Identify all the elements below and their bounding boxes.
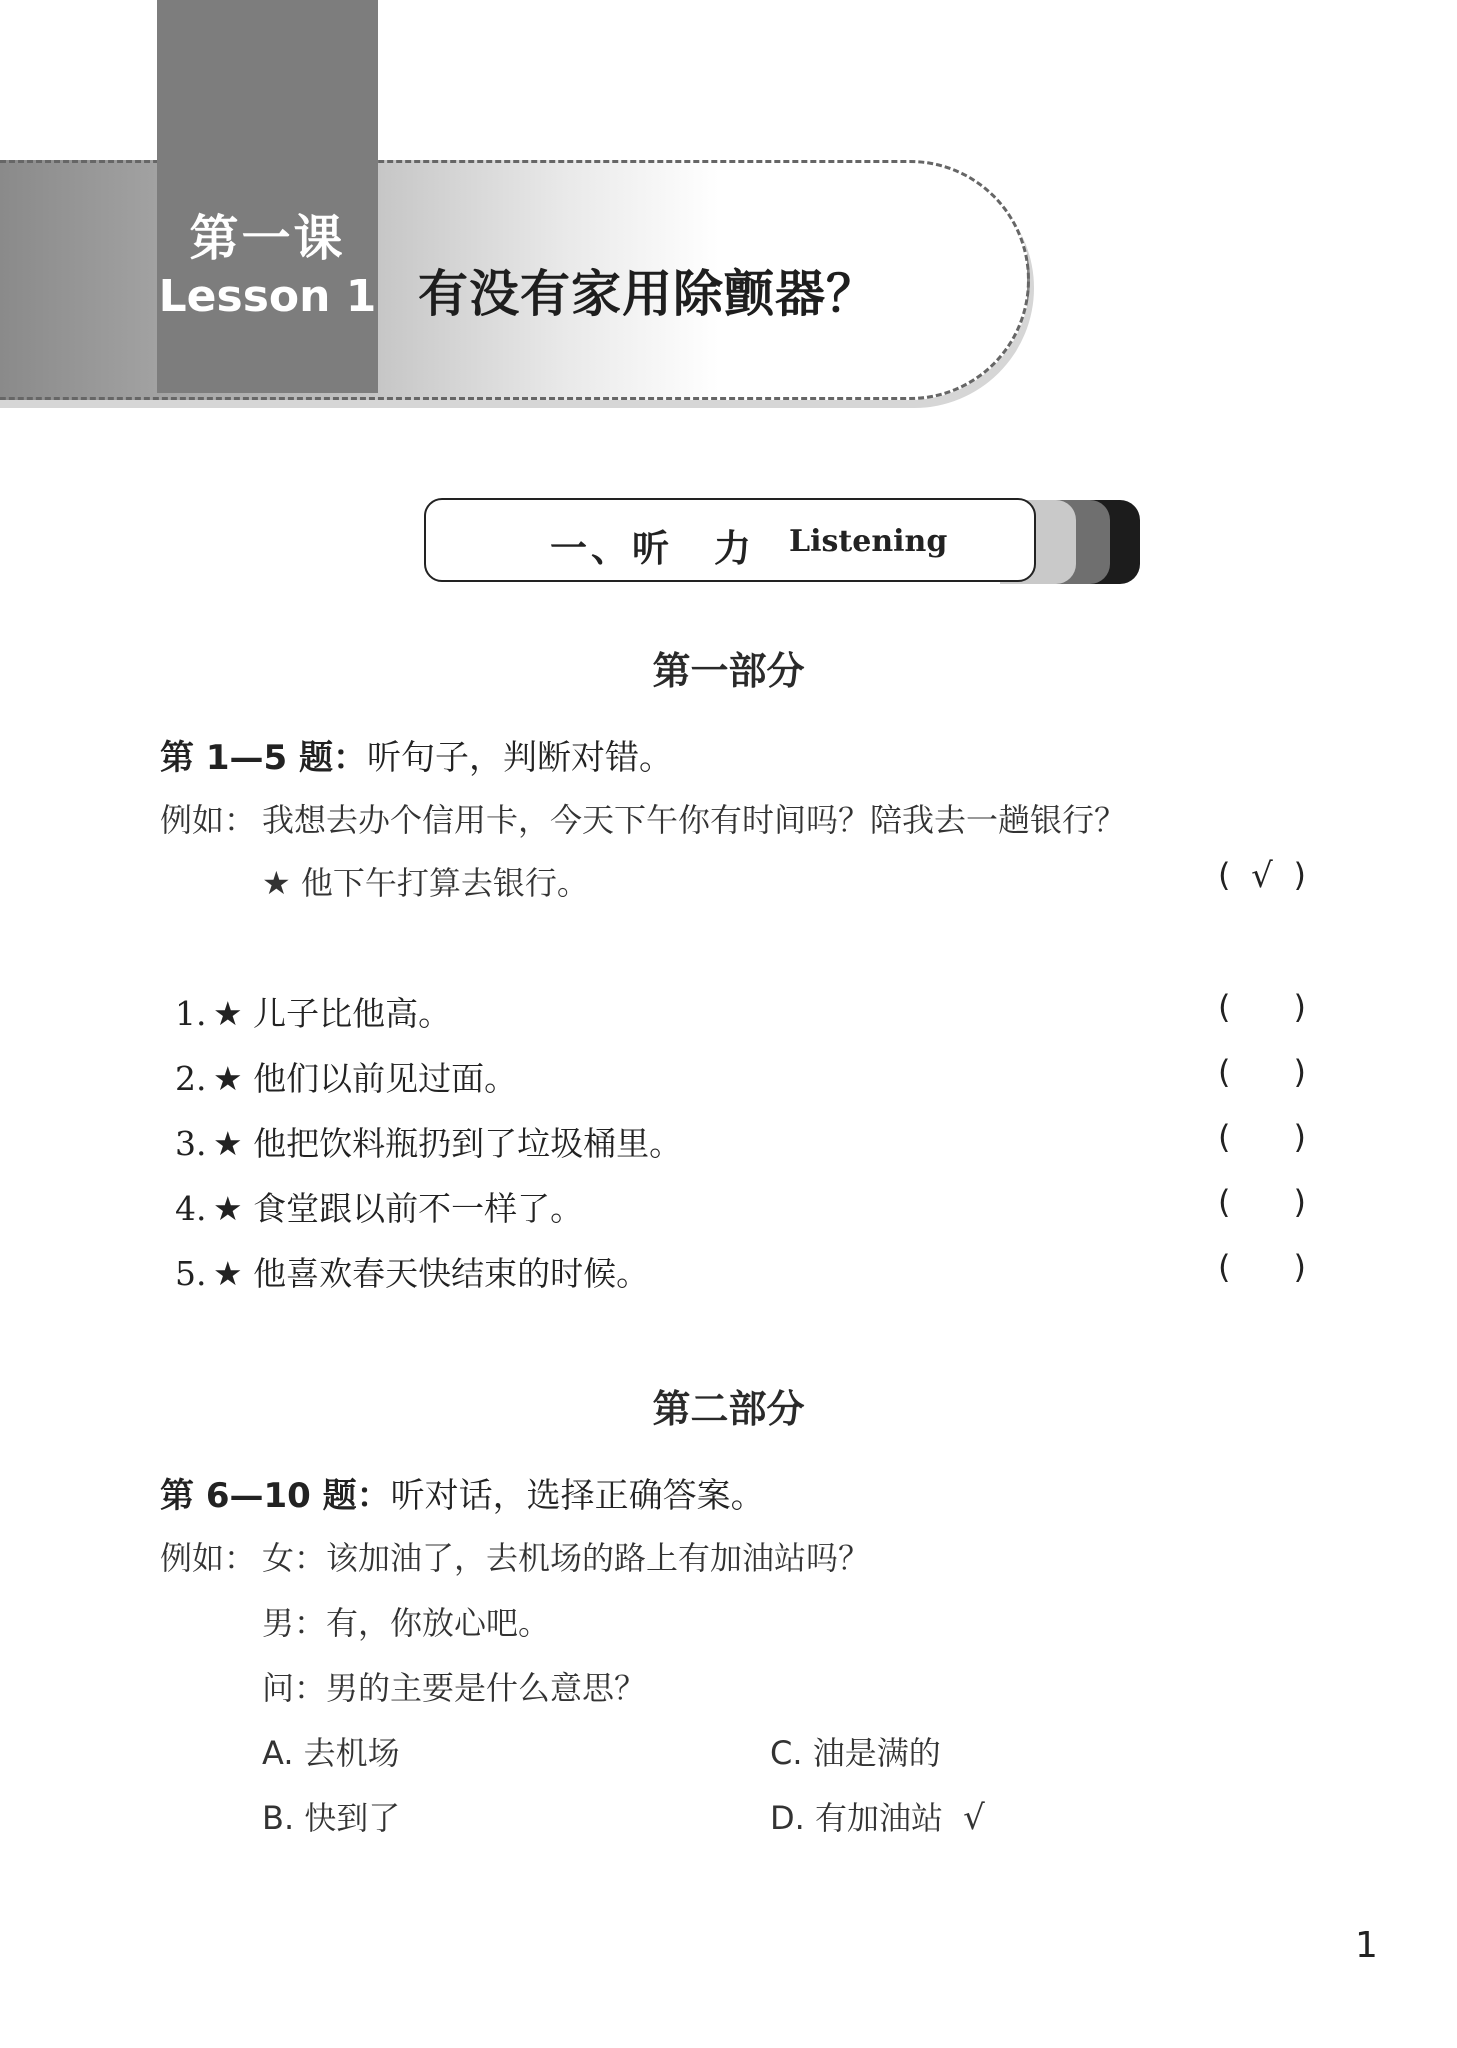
paren-open: (: [1218, 1053, 1231, 1091]
paren-close: ): [1293, 1053, 1306, 1091]
paren-close: ): [1293, 1248, 1306, 1286]
part2-man-line: 男：有，你放心吧。: [262, 1604, 551, 1642]
question-row: [175, 988, 451, 1035]
part1-instruction: [160, 730, 673, 779]
paren-close: ): [1293, 988, 1306, 1026]
option-a: A. 去机场: [262, 1734, 400, 1772]
section-label-en: Listening: [789, 524, 948, 559]
part2-example-label: 例如：: [160, 1539, 257, 1577]
lesson-title: 有没有家用除颤器？: [418, 265, 877, 323]
paren-open: (: [1218, 856, 1231, 894]
check-mark-icon: √: [1251, 856, 1273, 896]
question-number: 3.: [175, 1124, 207, 1163]
question-text: ★ 他喜欢春天快结束的时候。: [213, 1254, 650, 1293]
part2-instruction: [160, 1468, 765, 1517]
answer-blank[interactable]: [1218, 1053, 1306, 1091]
lesson-label-block: [157, 0, 378, 393]
part2-woman-line: 女：该加油了，去机场的路上有加油站吗？: [262, 1539, 871, 1577]
lesson-label-cn: 第一课: [189, 210, 346, 267]
question-row: [175, 1118, 682, 1165]
lesson-label-en: Lesson 1: [158, 271, 377, 322]
answer-blank[interactable]: [1218, 988, 1306, 1026]
part2-instruction-range: 第 6—10 题：: [160, 1476, 391, 1516]
part2-instruction-text: 听对话，选择正确答案。: [390, 1476, 765, 1516]
option-d: [770, 1793, 985, 1839]
section-label-cn: 一、听 力: [550, 527, 755, 570]
part2-question-line: 问：男的主要是什么意思？: [262, 1669, 647, 1707]
answer-blank[interactable]: [1218, 1248, 1306, 1286]
part1-example-answer-box: [1218, 856, 1306, 896]
paren-open: (: [1218, 1183, 1231, 1221]
question-number: 5.: [175, 1254, 207, 1293]
part2-heading: 第二部分: [652, 1387, 805, 1431]
part1-instruction-text: 听句子，判断对错。: [367, 738, 673, 778]
question-number: 2.: [175, 1059, 207, 1098]
option-d-text: D. 有加油站: [770, 1799, 943, 1837]
part1-instruction-range: 第 1—5 题：: [160, 738, 367, 778]
paren-close: ): [1293, 1118, 1306, 1156]
question-number: 4.: [175, 1189, 207, 1228]
question-row: [175, 1248, 649, 1295]
question-row: [175, 1053, 517, 1100]
question-text: ★ 食堂跟以前不一样了。: [213, 1189, 584, 1228]
part1-example-sentence: 我想去办个信用卡，今天下午你有时间吗？陪我去一趟银行？: [262, 801, 1127, 839]
option-b: B. 快到了: [262, 1799, 401, 1837]
part1-example-statement: ★ 他下午打算去银行。: [262, 864, 589, 902]
part1-example-label: 例如：: [160, 801, 257, 839]
question-number: 1.: [175, 994, 207, 1033]
option-c: C. 油是满的: [770, 1734, 941, 1772]
check-mark-icon: √: [963, 1798, 985, 1838]
paren-open: (: [1218, 1248, 1231, 1286]
part1-heading: 第一部分: [652, 649, 805, 693]
paren-open: (: [1218, 988, 1231, 1026]
question-text: ★ 儿子比他高。: [213, 994, 452, 1033]
answer-blank[interactable]: [1218, 1183, 1306, 1221]
question-row: [175, 1183, 583, 1230]
answer-blank[interactable]: [1218, 1118, 1306, 1156]
paren-close: ): [1293, 856, 1306, 894]
question-text: ★ 他们以前见过面。: [213, 1059, 518, 1098]
paren-open: (: [1218, 1118, 1231, 1156]
paren-close: ): [1293, 1183, 1306, 1221]
page-number: 1: [1355, 1925, 1378, 1966]
question-text: ★ 他把饮料瓶扔到了垃圾桶里。: [213, 1124, 683, 1163]
